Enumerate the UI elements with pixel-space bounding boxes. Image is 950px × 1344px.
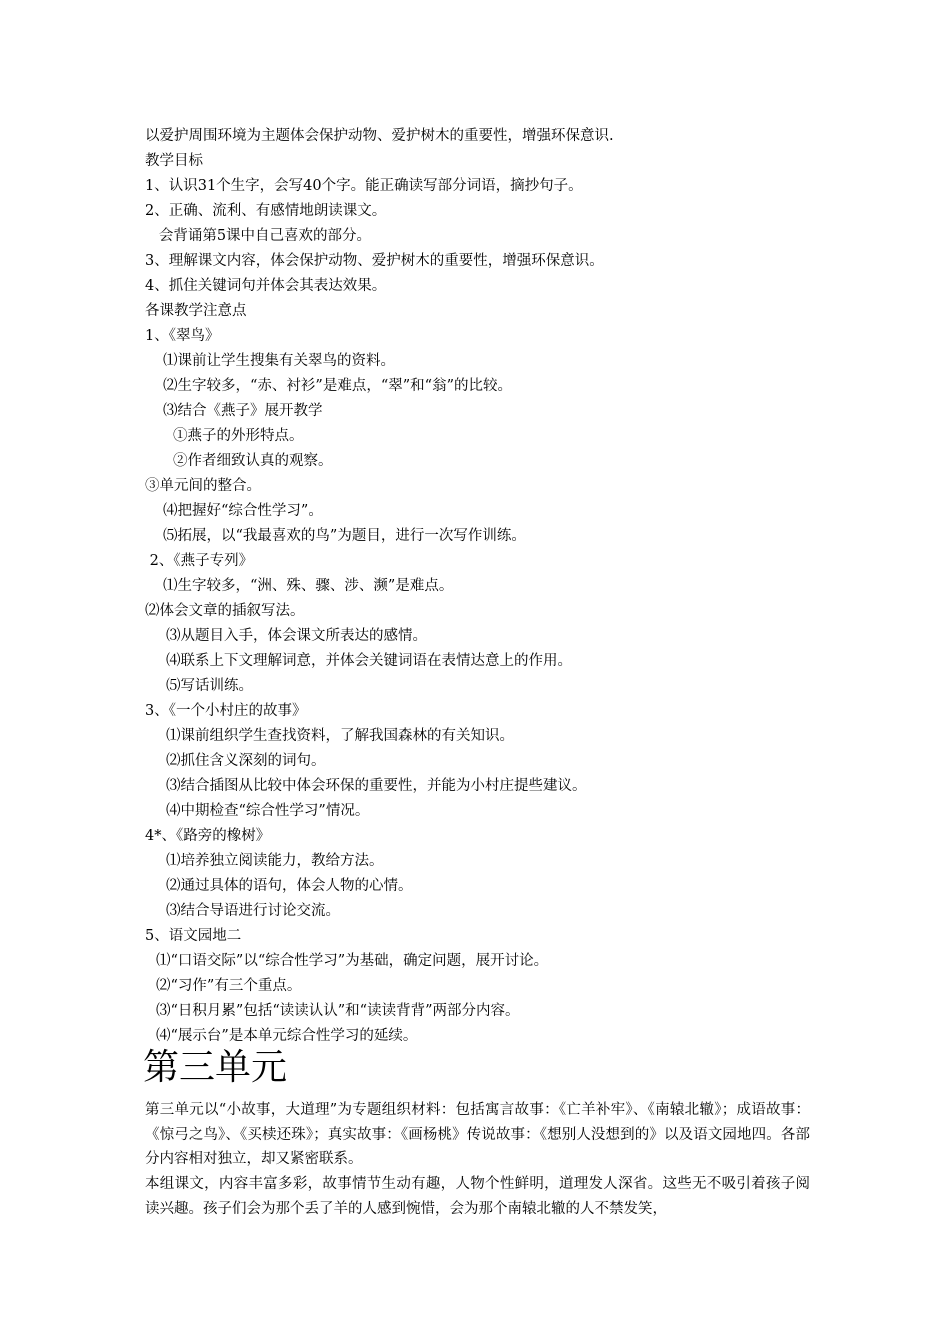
lesson-point: ⑶“日积月累”包括“读读认认”和“读读背背”两部分内容。 <box>156 1003 520 1019</box>
lesson-point: ⑷联系上下文理解词意，并体会关键词语在表情达意上的作用。 <box>166 653 572 669</box>
goal-item: 1、认识31个生字，会写40个字。能正确读写部分词语，摘抄句子。 <box>145 178 583 194</box>
section-title-goals: 教学目标 <box>145 153 203 169</box>
lesson-point: ⑵体会文章的插叙写法。 <box>145 603 305 619</box>
lesson-title: 1、《翠鸟》 <box>145 328 220 344</box>
intro-line: 以爱护周围环境为主题体会保护动物、爱护树木的重要性，增强环保意识. <box>145 128 614 144</box>
lesson-point: ⑶结合导语进行讨论交流。 <box>166 903 340 919</box>
lesson-point: ⑷“展示台”是本单元综合性学习的延续。 <box>156 1028 418 1044</box>
lesson-title: 2、《燕子专列》 <box>145 553 254 569</box>
lesson-title: 4*、《路旁的橡树》 <box>145 828 271 844</box>
lesson-point: ⑴课前组织学生查找资料，了解我国森林的有关知识。 <box>166 728 514 744</box>
lesson-title: 3、《一个小村庄的故事》 <box>145 703 307 719</box>
lesson-point: ⑸拓展，以“我最喜欢的鸟”为题目，进行一次写作训练。 <box>163 528 526 544</box>
lesson-point: ⑴培养独立阅读能力，教给方法。 <box>166 853 384 869</box>
lesson-point: ⑶结合《燕子》展开教学 <box>163 403 323 419</box>
lesson-title: 5、语文园地二 <box>145 928 242 944</box>
lesson-point: ⑸写话训练。 <box>166 678 253 694</box>
lesson-point: ⑷把握好“综合性学习”。 <box>163 503 323 519</box>
lesson-point: ⑴生字较多，“洲、殊、骤、涉、濒”是难点。 <box>163 578 454 594</box>
goal-item: 4、抓住关键词句并体会其表达效果。 <box>145 278 387 294</box>
lesson-point: ⑵通过具体的语句，体会人物的心情。 <box>166 878 413 894</box>
lesson-point: ⑴课前让学生搜集有关翠鸟的资料。 <box>163 353 395 369</box>
lesson-point: ⑶从题目入手，体会课文所表达的感情。 <box>166 628 427 644</box>
body-paragraph: 本组课文，内容丰富多彩，故事情节生动有趣，人物个性鲜明，道理发人深省。这些无不吸引着孩子阅读兴趣。孩子们会为那个丢了羊的人感到惋惜，会为那个南辕北辙的人不禁发笑， <box>145 1176 810 1217</box>
lesson-point: ⑵抓住含义深刻的词句。 <box>166 753 326 769</box>
lesson-point: ⑴“口语交际”以“综合性学习”为基础，确定问题，展开讨论。 <box>156 953 549 969</box>
lesson-point: ⑷中期检查“综合性学习”情况。 <box>166 803 370 819</box>
goal-item: 2、正确、流利、有感情地朗读课文。 <box>145 203 387 219</box>
lesson-point: ⑶结合插图从比较中体会环保的重要性，并能为小村庄提些建议。 <box>166 778 587 794</box>
goal-item: 3、理解课文内容，体会保护动物、爱护树木的重要性，增强环保意识。 <box>145 253 604 269</box>
lesson-point: ⑵“习作”有三个重点。 <box>156 978 302 994</box>
section-title-notes: 各课教学注意点 <box>145 303 247 319</box>
lesson-point: ⑵生字较多，“赤、衬衫”是难点，“翠”和“翁”的比较。 <box>163 378 512 394</box>
lesson-subpoint: ②作者细致认真的观察。 <box>173 453 333 469</box>
goal-item: 会背诵第5课中自己喜欢的部分。 <box>145 228 372 244</box>
lesson-subpoint: ①燕子的外形特点。 <box>173 428 304 444</box>
unit-heading: 第三单元 <box>143 1047 288 1088</box>
lesson-subpoint: ③单元间的整合。 <box>145 478 261 494</box>
body-paragraph: 第三单元以“小故事，大道理”为专题组织材料：包括寓言故事：《亡羊补牢》、《南辕北辙》；成语故事：《惊弓之鸟》、《买椟还珠》；真实故事：《画杨桃》传说故事：《想别人没想到的》以及语文园地四。各部分内容相对独立，却又紧密联系。 <box>145 1102 810 1167</box>
